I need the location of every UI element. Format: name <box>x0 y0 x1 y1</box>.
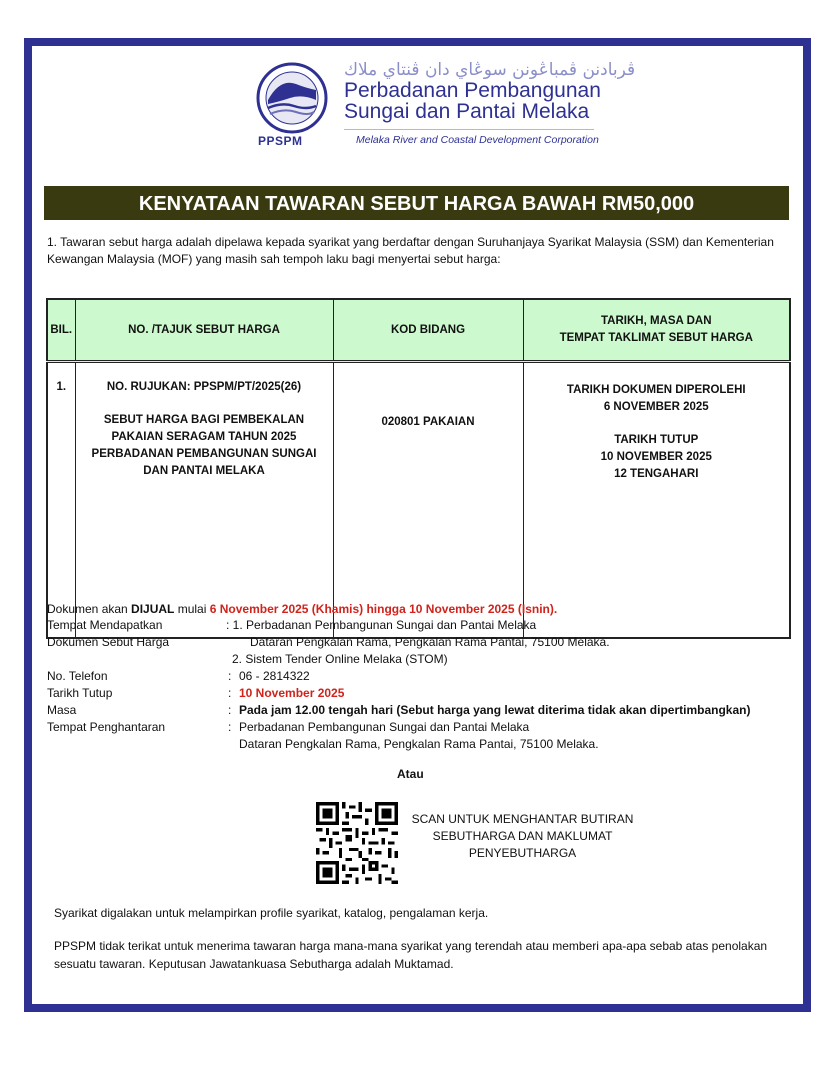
masa-value: Pada jam 12.00 tengah hari (Sebut harga yang lewat diterima tidak akan dipertimbangkan) <box>239 703 751 717</box>
sale-mulai: mulai <box>174 602 210 616</box>
cell-tarikh <box>523 362 790 639</box>
tempat-item-1: : 1. Perbadanan Pembangunan Sungai dan Pantai Melaka <box>226 618 537 632</box>
header-tarikh <box>523 299 790 362</box>
header-kod: KOD BIDANG <box>333 299 523 362</box>
closing-time: 12 TENGAHARI <box>614 468 699 480</box>
sale-prefix: Dokumen akan <box>47 602 132 616</box>
logo-divider <box>344 129 594 130</box>
telefon-value: 06 - 2814322 <box>239 669 310 683</box>
tempat-item-2: 2. Sistem Tender Online Melaka (STOM) <box>232 652 448 666</box>
logo-name-line1: Perbadanan Pembangunan <box>344 79 601 102</box>
logo-name <box>344 80 601 122</box>
sale-period <box>47 601 557 618</box>
table-header-row <box>47 299 790 362</box>
tutup-value: 10 November 2025 <box>239 686 345 700</box>
closing-label: TARIKH TUTUP <box>614 434 699 446</box>
cell-kod <box>333 362 523 639</box>
document-date-label: TARIKH DOKUMEN DIPEROLEHI <box>566 384 746 396</box>
tempat-label-1: Tempat Mendapatkan <box>47 618 163 632</box>
reference-number: NO. RUJUKAN: PPSPM/PT/2025(26) <box>106 381 302 393</box>
table-row <box>47 362 790 639</box>
intro-paragraph: 1. Tawaran sebut harga adalah dipelawa kepada syarikat yang berdaftar dengan Suruhanjaya Syarikat Malaysia (SSM) dan Kementerian Kewangan Malaysia (MOF) yang masih sah tempoh laku bagi menyertai sebut harga: <box>47 235 774 266</box>
hantar-value-2: Dataran Pengkalan Rama, Pengkalan Rama Pantai, 75100 Melaka. <box>239 737 599 751</box>
telefon-label: No. Telefon <box>47 669 108 683</box>
closing-date: 10 NOVEMBER 2025 <box>600 451 712 463</box>
scan-line-1: SCAN UNTUK MENGHANTAR BUTIRAN <box>411 812 634 826</box>
hantar-label: Tempat Penghantaran <box>47 720 166 734</box>
tempat-item-1-address: Dataran Pengkalan Rama, Pengkalan Rama Pantai, 75100 Melaka. <box>250 635 610 649</box>
masa-label: Masa <box>47 703 77 717</box>
document-date: 6 NOVEMBER 2025 <box>603 401 709 413</box>
header-tajuk: NO. /TAJUK SEBUT HARGA <box>75 299 333 362</box>
tutup-colon: : <box>228 686 232 700</box>
tender-table <box>46 298 791 639</box>
hantar-colon: : <box>228 720 232 734</box>
logo-english-name: Melaka River and Coastal Development Corporation <box>356 134 599 146</box>
atau-label: Atau <box>397 767 424 781</box>
hantar-value-1: Perbadanan Pembangunan Sungai dan Pantai Melaka <box>239 720 530 734</box>
ppspm-seal-icon <box>242 60 342 140</box>
logo-abbreviation: PPSPM <box>258 134 303 148</box>
quotation-title: SEBUT HARGA BAGI PEMBEKALAN PAKAIAN SERAGAM TAHUN 2025 PERBADANAN PEMBANGUNAN SUNGAI DAN PANTAI MELAKA <box>91 414 317 477</box>
scan-instructions <box>400 811 645 862</box>
logo-name-line2: Sungai dan Pantai Melaka <box>344 100 590 123</box>
ppspm-logo <box>232 58 636 152</box>
telefon-colon: : <box>228 669 232 683</box>
footer-note-2: PPSPM tidak terikat untuk menerima tawaran harga mana-mana syarikat yang terendah atau memberi apa-apa sebab atas penolakan sesuatu tawaran. Keputusan Jawatankuasa Sebutharga adalah Muktamad. <box>54 939 768 971</box>
notice-title-banner: KENYATAAN TAWARAN SEBUT HARGA BAWAH RM50,000 <box>44 186 789 220</box>
footer-note-1: Syarikat digalakan untuk melampirkan profile syarikat, katalog, pengalaman kerja. <box>54 906 489 920</box>
header-tarikh-line2: TEMPAT TAKLIMAT SEBUT HARGA <box>559 332 753 344</box>
tempat-label-2: Dokumen Sebut Harga <box>47 635 170 649</box>
header-bil: BIL. <box>47 299 75 362</box>
sale-dijual: DIJUAL <box>131 602 175 616</box>
scan-line-3: PENYEBUTHARGA <box>468 846 577 860</box>
tutup-label: Tarikh Tutup <box>47 686 113 700</box>
cell-bil: 1. <box>47 362 75 639</box>
cell-tajuk <box>75 362 333 639</box>
masa-colon: : <box>228 703 232 717</box>
sale-period-dates: 6 November 2025 (Khamis) hingga 10 November 2025 (Isnin). <box>209 602 558 616</box>
header-tarikh-line1: TARIKH, MASA DAN <box>600 315 712 327</box>
field-code: 020801 PAKAIAN <box>381 416 475 428</box>
qr-code[interactable] <box>316 802 398 884</box>
logo-jawi-text: ڤربادنن ڤمباڠونن سوڠاي دان ڤنتاي ملاك <box>344 60 636 80</box>
scan-line-2: SEBUTHARGA DAN MAKLUMAT <box>432 829 613 843</box>
